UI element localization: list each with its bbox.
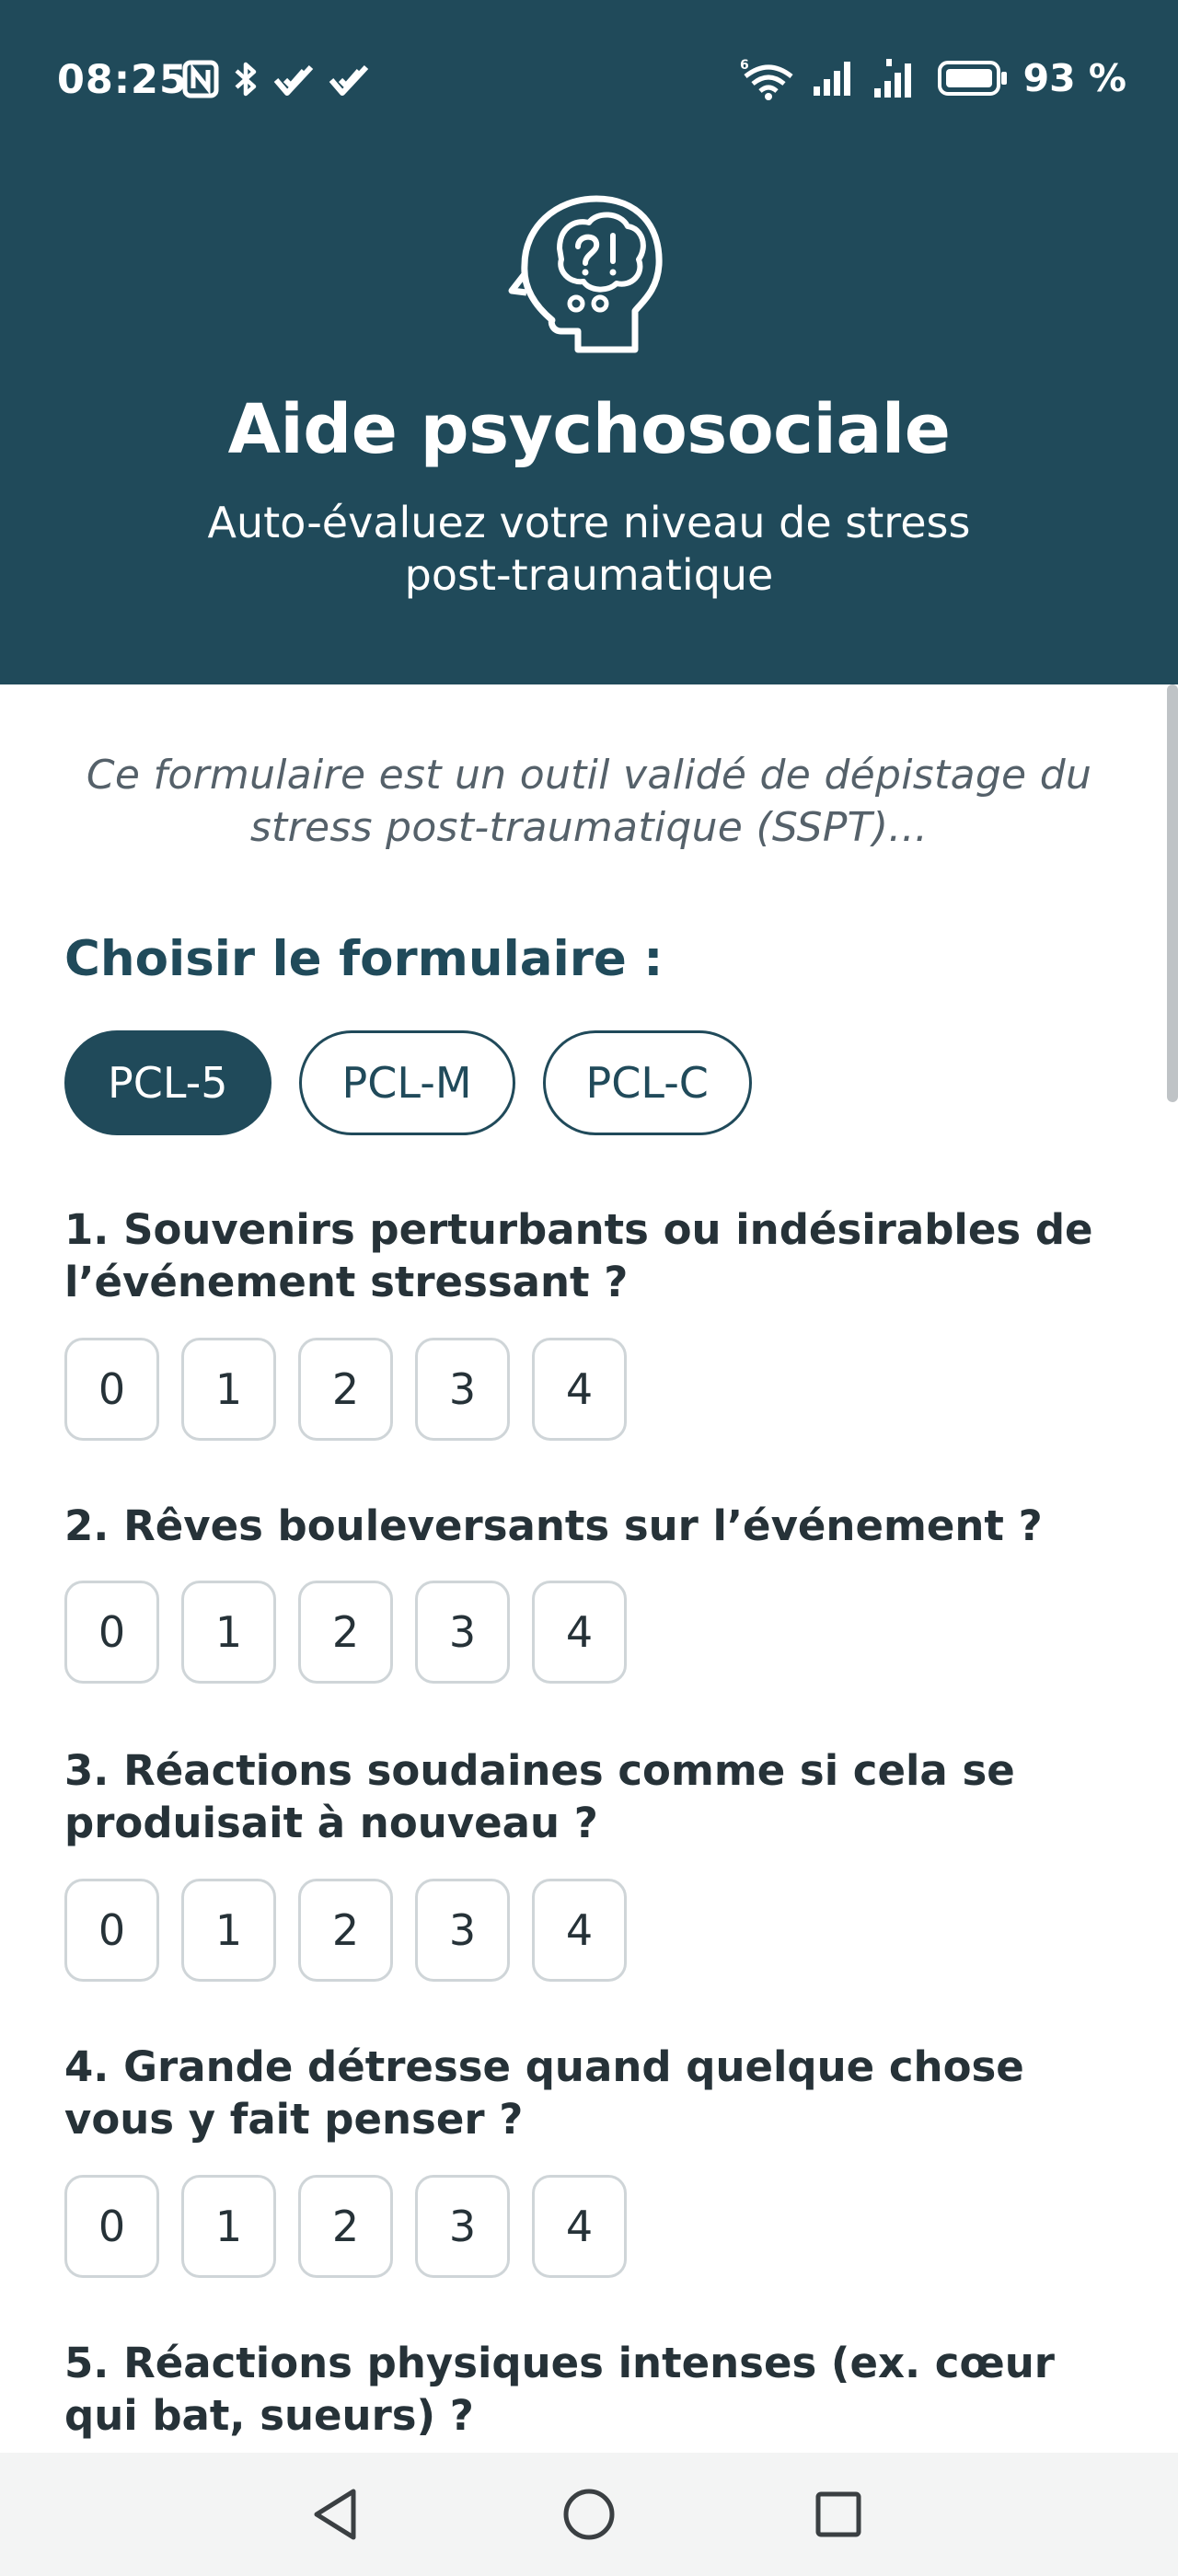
intro-text: Ce formulaire est un outil validé de dépistage du stress post-traumatique (SSPT)... (86, 752, 1092, 851)
answer-option-3[interactable]: 3 (415, 1338, 510, 1441)
answer-option-0[interactable]: 0 (64, 1581, 159, 1684)
answer-option-3[interactable]: 3 (415, 2175, 510, 2278)
answer-option-4[interactable]: 4 (532, 1338, 627, 1441)
question-5 (64, 2337, 1123, 2442)
answer-option-1[interactable]: 1 (181, 1581, 276, 1684)
answer-option-3[interactable]: 3 (415, 1581, 510, 1684)
answer-option-1[interactable]: 1 (181, 1879, 276, 1982)
svg-text:6: 6 (739, 58, 749, 73)
answer-option-4[interactable]: 4 (532, 1581, 627, 1684)
answer-scale (64, 1581, 627, 1684)
question-text: 2. Rêves bouleversants sur l’événement ? (64, 1501, 1043, 1550)
answer-option-0[interactable]: 0 (64, 1338, 159, 1441)
form-selector-title: Choisir le formulaire : (64, 931, 664, 987)
nfc-icon (182, 60, 219, 98)
question-4 (64, 2041, 1123, 2251)
signal-icon (812, 59, 858, 98)
app-notification-icon (328, 60, 370, 98)
scrollbar[interactable] (1167, 684, 1178, 1102)
answer-option-1[interactable]: 1 (181, 1338, 276, 1441)
app-header (0, 0, 1178, 684)
answer-option-0[interactable]: 0 (64, 1879, 159, 1982)
brain-question-icon (504, 182, 674, 362)
answer-scale (64, 1338, 627, 1441)
form-option-pcl-5[interactable]: PCL-5 (64, 1030, 271, 1135)
notification-icons (182, 59, 370, 99)
battery-percentage: 93 % (1022, 56, 1126, 100)
answer-option-3[interactable]: 3 (415, 1879, 510, 1982)
answer-option-4[interactable]: 4 (532, 1879, 627, 1982)
answer-option-4[interactable]: 4 (532, 2175, 627, 2278)
answer-option-2[interactable]: 2 (298, 1338, 393, 1441)
answer-option-2[interactable]: 2 (298, 1879, 393, 1982)
page-title: Aide psychosociale (227, 390, 951, 469)
question-1 (64, 1203, 1123, 1414)
system-status-icons (740, 55, 1126, 101)
home-circle-icon[interactable] (557, 2482, 621, 2547)
wifi-icon (740, 56, 797, 100)
question-text: 3. Réactions soudaines comme si cela se produisait à nouveau ? (64, 1746, 1015, 1847)
question-3 (64, 1744, 1123, 1955)
form-option-pcl-c[interactable]: PCL-C (543, 1030, 752, 1135)
question-text: 4. Grande détresse quand quelque chose vous y fait penser ? (64, 2042, 1024, 2144)
signal-icon (872, 57, 922, 99)
status-bar (0, 0, 1178, 156)
answer-option-1[interactable]: 1 (181, 2175, 276, 2278)
question-text: 1. Souvenirs perturbants ou indésirables de l’événement stressant ? (64, 1205, 1093, 1306)
app-notification-icon (272, 60, 315, 98)
question-text: 5. Réactions physiques intenses (ex. cœur qui bat, sueurs) ? (64, 2339, 1055, 2440)
question-2 (64, 1500, 1123, 1657)
form-option-pcl-m[interactable]: PCL-M (299, 1030, 515, 1135)
answer-scale (64, 1879, 627, 1982)
form-selector (64, 1030, 752, 1135)
answer-option-0[interactable]: 0 (64, 2175, 159, 2278)
answer-option-2[interactable]: 2 (298, 1581, 393, 1684)
recents-square-icon[interactable] (806, 2482, 871, 2547)
status-time: 08:25 (57, 57, 188, 103)
battery-icon (937, 60, 1009, 97)
bluetooth-icon (232, 60, 260, 98)
back-triangle-icon[interactable] (304, 2482, 368, 2547)
system-navigation-bar (0, 2453, 1178, 2576)
scroll-content[interactable] (0, 684, 1178, 2453)
answer-option-2[interactable]: 2 (298, 2175, 393, 2278)
page-subtitle: Auto-évaluez votre niveau de stress post-traumatique (207, 498, 971, 600)
answer-scale (64, 2175, 627, 2278)
